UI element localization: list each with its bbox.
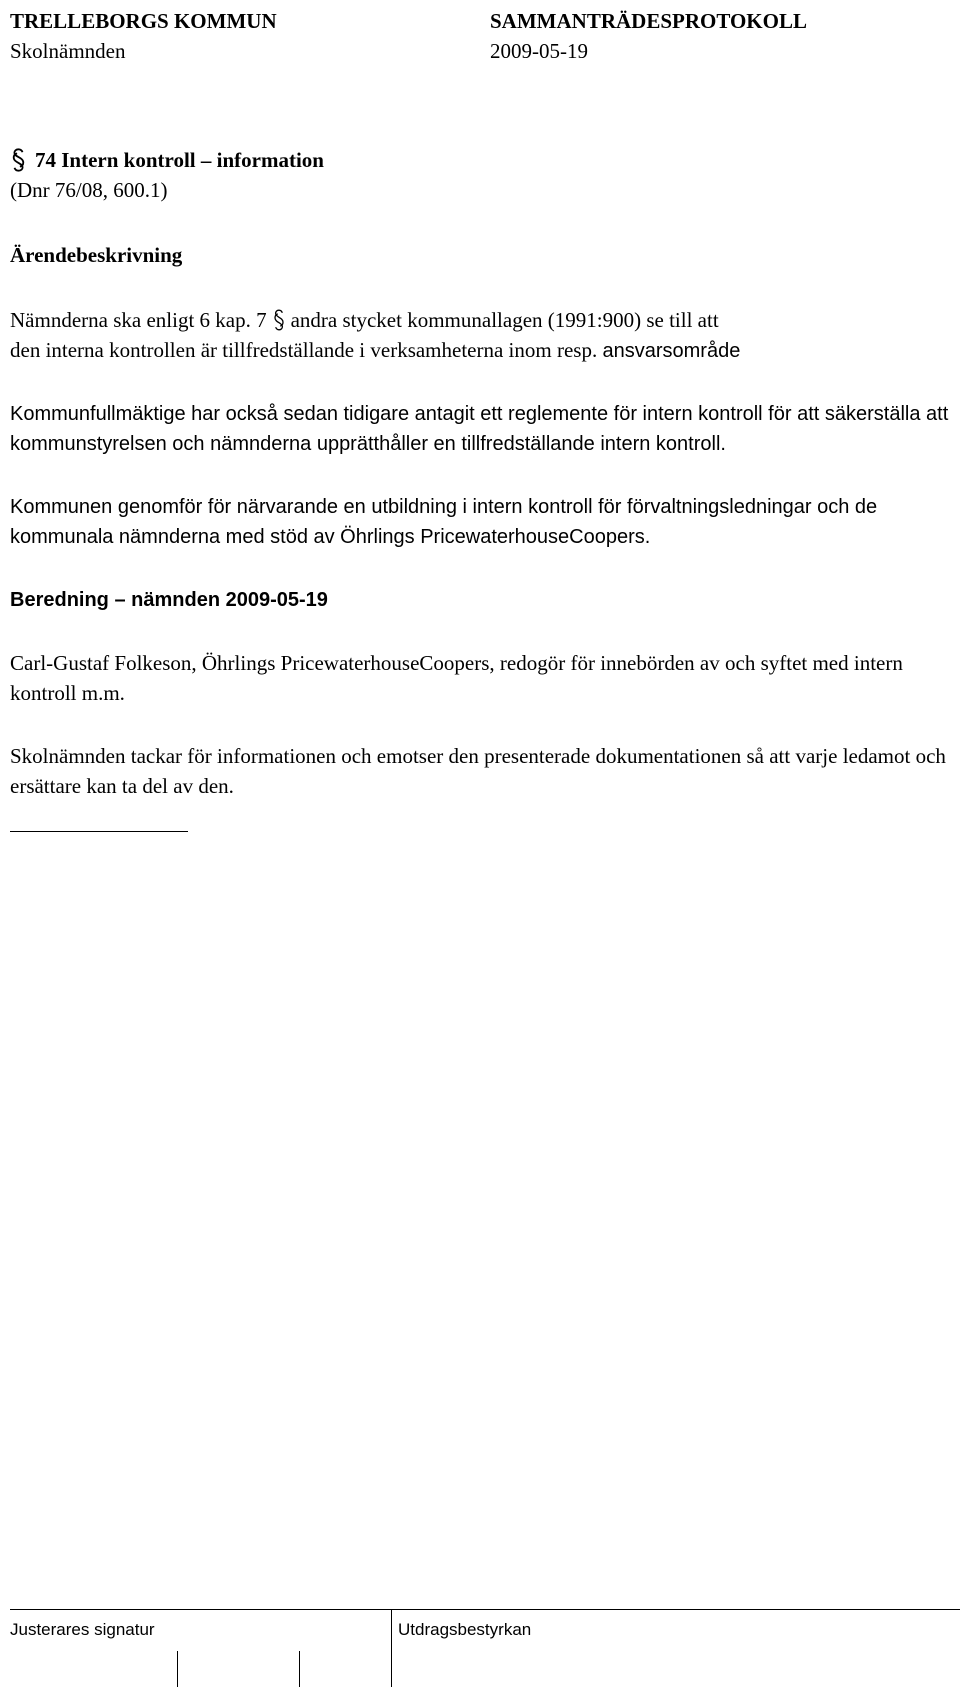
case-heading: Ärendebeskrivning (10, 243, 183, 267)
signature-footer (0, 1609, 960, 1687)
item-ref: (Dnr 76/08, 600.1) (10, 178, 168, 202)
document-header (10, 6, 950, 66)
signature-box-2 (299, 1651, 300, 1687)
end-rule (10, 831, 188, 832)
paragraph-4: Carl-Gustaf Folkeson, Öhrlings PricewaterhouseCoopers, redogör för innebörden av och syftet med intern kontroll m.m. (10, 651, 903, 705)
committee-name: Skolnämnden (10, 39, 126, 63)
header-row-1 (10, 6, 950, 36)
paragraph-3: Kommunen genomför för närvarande en utbildning i intern kontroll för förvaltningsledningar och de kommunala nämnderna med stöd av Öhrlings PricewaterhouseCoopers. (10, 496, 878, 548)
item-title (10, 145, 950, 175)
header-row-2 (10, 36, 950, 66)
paragraph-1 (10, 305, 950, 366)
signature-label: Justerares signatur (10, 1620, 155, 1639)
paragraph-1-line2: den interna kontrollen är tillfredställande i verksamheterna inom resp. (10, 338, 603, 362)
org-name: TRELLEBORGS KOMMUN (10, 9, 277, 33)
doc-type: SAMMANTRÄDESPROTOKOLL (490, 9, 807, 33)
paragraph-section-icon (10, 148, 27, 172)
paragraph-1-start: Nämnderna ska enligt 6 kap. 7 (10, 308, 267, 332)
footer-top-rule (10, 1609, 960, 1610)
document-body (10, 145, 950, 832)
footer-divider (391, 1609, 392, 1687)
paragraph-1-area: ansvarsområde (602, 340, 741, 362)
preparation-heading: Beredning – nämnden 2009-05-19 (10, 589, 328, 611)
signature-box-1 (177, 1651, 178, 1687)
item-title-text: 74 Intern kontroll – information (35, 148, 324, 172)
paragraph-1-end: andra stycket kommunallagen (1991:900) se till att (290, 308, 719, 332)
extract-label: Utdragsbestyrkan (398, 1620, 532, 1639)
meeting-date: 2009-05-19 (490, 39, 588, 63)
paragraph-section-icon (272, 309, 286, 331)
paragraph-5: Skolnämnden tackar för informationen och emotser den presenterade dokumentationen så att varje ledamot och ersättare kan ta del av den. (10, 744, 946, 798)
paragraph-2: Kommunfullmäktige har också sedan tidigare antagit ett reglemente för intern kontroll för att säkerställa att kommunstyrelsen och nämnderna upprätthåller en tillfredställande intern kontroll. (10, 403, 949, 455)
